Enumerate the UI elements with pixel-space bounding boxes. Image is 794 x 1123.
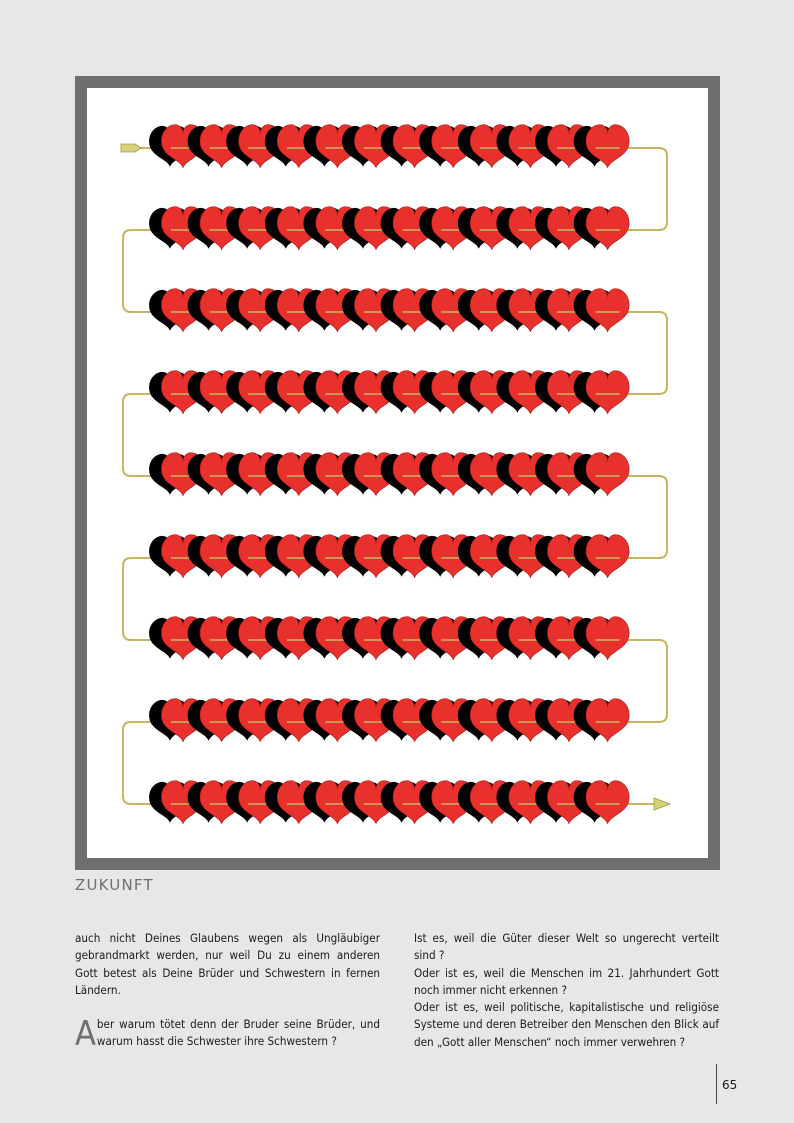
paragraph-dropcap	[75, 1014, 380, 1055]
needle-start-icon	[121, 144, 141, 152]
heart-icon	[574, 371, 629, 414]
hearts-on-string-illustration	[87, 88, 708, 858]
section-label: ZUKUNFT	[75, 876, 154, 894]
hearts-group	[149, 125, 629, 824]
page-number-rule	[716, 1064, 717, 1104]
heart-icon	[574, 207, 629, 250]
paragraph: Ist es, weil die Güter dieser Welt so ungerecht verteilt sind ?	[414, 931, 719, 963]
figure-canvas	[87, 88, 708, 858]
heart-icon	[574, 617, 629, 660]
drop-cap: A	[75, 1014, 96, 1055]
heart-icon	[574, 289, 629, 332]
arrow-end-icon	[654, 798, 670, 810]
page-number: 65	[722, 1078, 738, 1092]
heart-icon	[574, 699, 629, 742]
paragraph: Oder ist es, weil politische, kapitalistische und religiöse Systeme und deren Betreiber den Menschen den Blick auf den „Gott aller Menschen“ noch immer verwehren ?	[414, 1000, 719, 1049]
paragraph: Oder ist es, weil die Menschen im 21. Jahrhundert Gott noch immer nicht erkennen ?	[414, 965, 719, 997]
heart-icon	[574, 781, 629, 824]
text-column-left	[75, 930, 380, 1055]
text-column-right	[414, 930, 719, 1051]
figure-frame	[75, 76, 720, 870]
heart-icon	[574, 453, 629, 496]
paragraph-text: ber warum tötet denn der Bruder seine Brüder, und warum hasst die Schwester ihre Schwestern ?	[96, 1017, 380, 1049]
paragraph: auch nicht Deines Glaubens wegen als Ungläubiger gebrandmarkt werden, nur weil Du zu einem anderen Gott betest als Deine Brüder und Schwestern in fernen Ländern.	[75, 931, 380, 997]
heart-icon	[574, 125, 629, 168]
heart-icon	[574, 535, 629, 578]
